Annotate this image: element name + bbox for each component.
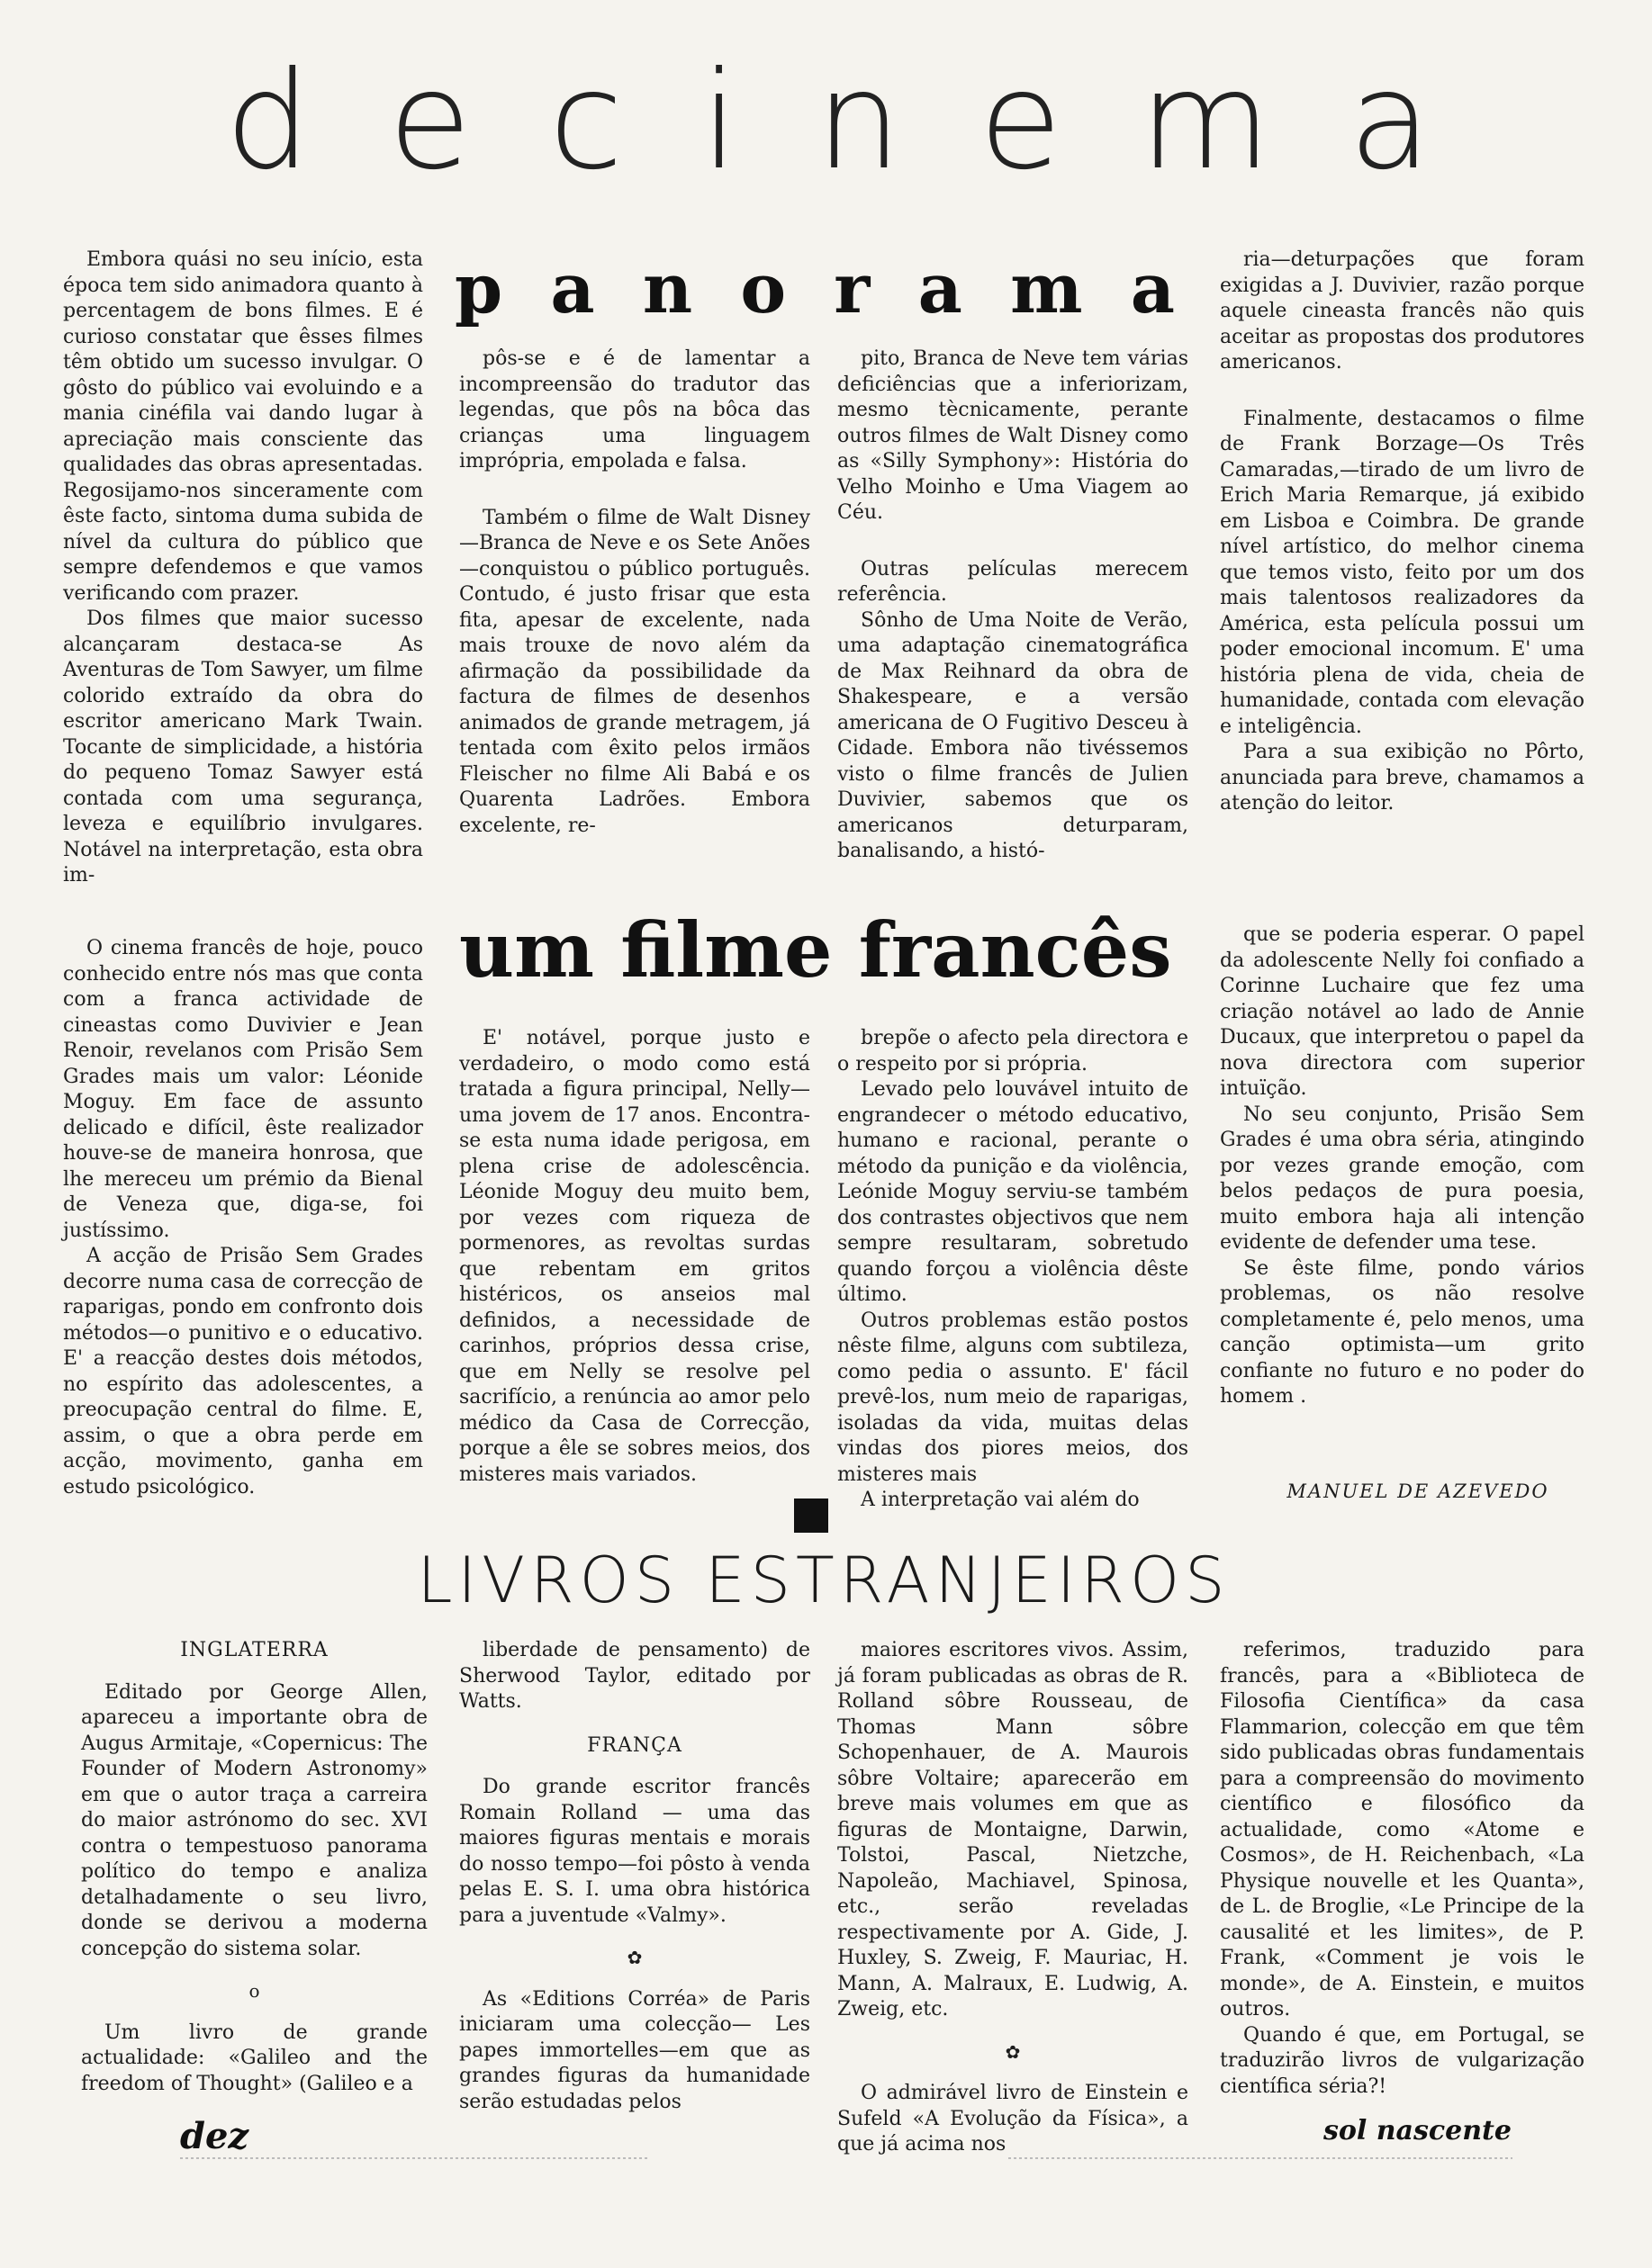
paragraph: Para a sua exibição no Pôrto, anunciada para breve, chamamos a atenção do leitor. [1220, 741, 1584, 814]
title-letter: i [700, 43, 739, 200]
filme-frances-heading: um filme francês [459, 904, 1172, 994]
title-letter: e [388, 43, 472, 200]
filme-column-4 [1220, 922, 1584, 1410]
subheading-franca: FRANÇA [587, 1733, 682, 1757]
title-letter: a [1349, 43, 1431, 200]
livros-column-4 [1220, 1638, 1584, 2100]
page-number: dez [180, 2115, 249, 2157]
paragraph: Outros problemas estão postos nêste filme, alguns com subtileza, como pedia o assunto. E' fácil prevê-los, num meio de raparigas, isoladas da vida, muitas delas vindas dos piores meios, dos misteres mais [837, 1309, 1188, 1486]
paragraph: Finalmente, destacamos o filme de Frank Borzage—Os Três Camaradas,—tirado de um livro de Erich Maria Remarque, já exibido em Lisboa e Coimbra. De grande nível artístico, do melhor cinema que temos visto, feito por um dos mais talentosos realizadores da América, esta película possui um poder emocional incomum. E' uma história plena de vida, cheia de humanidade, contada com elevação e inteligência. [1220, 407, 1584, 738]
ornament: ✿ [1005, 2040, 1021, 2063]
paragraph: Editado por George Allen, apareceu a importante obra de Augus Armitaje, «Copernicus: The Founder of Modern Astronomy» em que o autor traça a carreira do maior astrónomo do sec. XVI contra o tempestuoso panorama político do tempo e analiza detalhadamente o seu livro, donde se derivou a moderna concepção do sistema solar. [81, 1680, 428, 1960]
paragraph: maiores escritores vivos. Assim, já foram publicadas as obras de R. Rolland sôbre Rousseau, de Thomas Mann sôbre Schopenhauer, de A. Maurois sôbre Voltaire; aparecerão em breve mais volumes em que as figuras de Montaigne, Darwin, Tolstoi, Pascal, Nietzche, Napoleão, Machiavel, Spinosa, etc., serão reveladas respectivamente por A. Gide, J. Huxley, S. Zweig, F. Mauriac, H. Mann, A. Malraux, E. Ludwig, A. Zweig, etc. [837, 1639, 1188, 2020]
ornament: o [248, 1980, 260, 2002]
ornament: ✿ [627, 1947, 643, 1968]
paragraph: Levado pelo louvável intuito de engrandecer o método educativo, humano e racional, perante o método da punição e da violência, Leónide Moguy serviu-se também dos contrastes objectivos que nem sempre resultaram, sobretudo quando forçou a violência dêste último. [837, 1078, 1188, 1306]
heading-letter: a [1130, 248, 1175, 328]
paragraph: As «Editions Corréa» de Paris iniciaram uma colecção— Les papes immortelles—em que as grandes figuras da humanidade serão estudadas pelos [459, 1987, 810, 2113]
paragraph: Do grande escritor francês Romain Rolland — uma das maiores figuras mentais e morais do nosso tempo—foi pôsto à venda pelas E. S. I. uma obra histórica para a juventude «Valmy». [459, 1776, 810, 1927]
panorama-column-1 [63, 248, 423, 889]
footer-rule-right [1008, 2157, 1512, 2159]
paragraph: Embora quási no seu início, esta época tem sido animadora quanto à percentagem de bons filmes. E é curioso constatar que êsses filmes têm obtido um sucesso invulgar. O gôsto do público vai evoluindo e a mania cinéfila vai dando lugar à apreciação mais consciente das qualidades das obras apresentadas. Regosijamo-nos sinceramente com êste facto, sintoma duma subida de nível da cultura do público que sempre defendemos e que vamos verificando com prazer. [63, 248, 423, 605]
paragraph: referimos, traduzido para francês, para a «Biblioteca de Filosofia Científica» da casa Flammarion, colecção em que têm sido publicadas obras fundamentais para a compreensão do movimento científico e filosófico da actualidade, como «Atome e Cosmos», de H. Reichenbach, «La Physique nouvelle et les Quanta», de L. de Broglie, «Le Principe de la causalité et les limites», de P. Frank, «Comment je vois le monde», de A. Einstein, e muitos outros. [1220, 1639, 1584, 2020]
paragraph: Sônho de Uma Noite de Verão, uma adaptação cinematográfica de Max Reihnard da obra de Shakespeare, e a versão americana de O Fugitivo Desceu à Cidade. Embora não tivéssemos visto o filme francês de Julien Duvivier, sabemos que os americanos deturparam, banalisando, a histó- [837, 608, 1188, 862]
paragraph: Dos filmes que maior sucesso alcançaram destaca-se As Aventuras de Tom Sawyer, um filme colorido extraído da obra do escritor americano Mark Twain. Tocante de simplicidade, a história do pequeno Tomaz Sawyer está contada com uma segurança, leveza e equilíbrio invulgares. Notável na interpretação, esta obra im- [63, 608, 423, 886]
livros-column-2 [459, 1638, 810, 2115]
filme-column-1 [63, 936, 423, 1500]
panorama-heading [455, 248, 1175, 328]
panorama-column-4 [1220, 248, 1584, 817]
heading-letter: o [740, 248, 787, 328]
author-signature: MANUEL DE AZEVEDO [1286, 1480, 1549, 1502]
paragraph: pito, Branca de Neve tem várias deficiências que a inferiorizam, mesmo tècnicamente, perante outros filmes de Walt Disney como as «Silly Symphony»: História do Velho Moinho e Uma Viagem ao Céu. [837, 347, 1188, 524]
title-letter: c [548, 43, 624, 200]
filme-column-3 [837, 1026, 1188, 1514]
paragraph: Também o filme de Walt Disney—Branca de Neve e os Sete Anões—conquistou o público português. Contudo, é justo frisar que esta fita, apesar de excelente, nada mais trouxe de novo além da afirmação da possibilidade da factura de filmes de desenhos animados de grande metragem, já tentada com êxito pelos irmãos Fleischer no filme Ali Babá e os Quarenta Ladrões. Embora excelente, re- [459, 506, 810, 837]
livros-column-1 [81, 1638, 428, 2097]
paragraph: Se êste filme, pondo vários problemas, os não resolve completamente é, pelo menos, uma canção optimista—um grito confiante no futuro e no poder do homem . [1220, 1256, 1584, 1408]
heading-letter: r [834, 248, 871, 328]
title-letter: n [816, 43, 902, 200]
paragraph: liberdade de pensamento) de Sherwood Taylor, editado por Watts. [459, 1639, 810, 1713]
heading-letter: p [455, 248, 503, 328]
panorama-column-2 [459, 346, 810, 839]
paragraph: A interpretação vai além do [861, 1489, 1140, 1511]
heading-letter: m [1010, 248, 1083, 328]
heading-letter: a [550, 248, 595, 328]
section-divider-square [794, 1498, 828, 1533]
publication-name: sol nascente [1323, 2115, 1512, 2146]
paragraph: pôs-se e é de lamentar a incompreensão do tradutor das legendas, que pôs na bôca das crianças uma linguagem imprópria, empolada e falsa. [459, 347, 810, 472]
paragraph: O cinema francês de hoje, pouco conhecido entre nós mas que conta com a franca actividade de cineastas como Duvivier e Jean Renoir, revelanos com Prisão Sem Grades mais um valor: Léonide Moguy. Em face de assunto delicado e difícil, êste realizador houve-se de maneira honrosa, que lhe mereceu um prémio da Bienal de Veneza que, diga-se, foi justíssimo. [63, 937, 423, 1242]
paragraph: Um livro de grande actualidade: «Galileo and the freedom of Thought» (Galileo e a [81, 2020, 428, 2095]
section-title-de-cinema [225, 43, 1431, 200]
filme-column-2 [459, 1026, 810, 1488]
paragraph: O admirável livro de Einstein e Sufeld «A Evolução da Física», a que já acima nos [837, 2082, 1188, 2156]
paragraph: brepõe o afecto pela directora e o respeito por si própria. [837, 1027, 1188, 1076]
livros-column-3 [837, 1638, 1188, 2158]
heading-letter: a [917, 248, 962, 328]
paragraph: A acção de Prisão Sem Grades decorre numa casa de correcção de raparigas, pondo em confronto dois métodos—o punitivo e o educativo. E' a reacção destes dois métodos, no espírito das adolescentes, a preocupação central do filme. E, assim, o que a obra perde em acção, movimento, ganha em estudo psicológico. [63, 1245, 423, 1498]
paragraph: Quando é que, em Portugal, se traduzirão livros de vulgarização científica séria?! [1220, 2023, 1584, 2098]
title-letter: d [225, 43, 311, 200]
subheading-inglaterra: INGLATERRA [180, 1639, 329, 1661]
footer-rule-left [180, 2157, 648, 2159]
title-letter: m [1139, 43, 1271, 200]
heading-letter: n [642, 248, 693, 328]
livros-heading: LIVROS ESTRANJEIROS [417, 1544, 1231, 1617]
panorama-column-3 [837, 346, 1188, 865]
title-letter: e [979, 43, 1062, 200]
paragraph: ria—deturpações que foram exigidas a J. Duvivier, razão porque aquele cineasta francês não quis aceitar as propostas dos produtores americanos. [1220, 248, 1584, 374]
paragraph: E' notável, porque justo e verdadeiro, o modo como está tratada a figura principal, Nelly—uma jovem de 17 anos. Encontra-se esta numa idade perigosa, em plena crise de adolescência. Léonide Moguy deu muito bem, por vezes com riqueza de pormenores, as revoltas surdas que rebentam em gritos histéricos, os anseios mal definidos, a necessidade de carinhos, próprios dessa crise, que em Nelly se resolve pel sacrifício, a renúncia ao amor pelo médico da Casa de Correcção, porque a êle se sobres meios, dos misteres mais variados. [459, 1027, 810, 1486]
paragraph: No seu conjunto, Prisão Sem Grades é uma obra séria, atingindo por vezes grande emoção, com belos pedaços de pura poesia, muito embora haja ali intenção evidente de defender uma tese. [1220, 1102, 1584, 1254]
paragraph: que se poderia esperar. O papel da adolescente Nelly foi confiado a Corinne Luchaire que fez uma criação notável ao lado de Annie Ducaux, que interpretou o papel da nova directora com superior intuïção. [1220, 923, 1584, 1100]
paragraph: Outras películas merecem referência. [837, 557, 1188, 606]
